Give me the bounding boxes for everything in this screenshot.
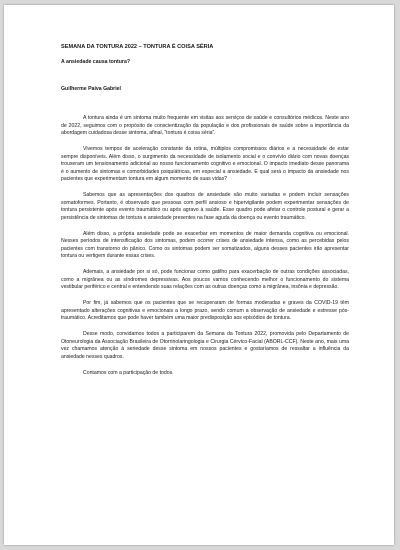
paragraph-6: Por fim, já sabemos que os pacientes que se recuperaram de formas moderadas e graves da COVID-19 têm apresentado alterações cognitivas e emocionais a longo prazo, sendo comum a observação de ansiedade e estresse pós-traumático. Acreditamos que pode haver também uma maior predisposição aos episódios de tontura. bbox=[61, 300, 349, 322]
document-body bbox=[61, 115, 349, 377]
paragraph-1: A tontura ainda é um sintoma muito frequente em visitas aos serviços de saúde e consultórios médicos. Neste ano de 2022, seguimos com o propósito de conscientização da população e dos profissionais de saúde sobre a importância da abordagem cuidadosa desse sintoma, afinal, “tontura é coisa séria”. bbox=[61, 115, 349, 137]
document-page bbox=[4, 5, 394, 545]
paragraph-3: Sabemos que as apresentações dos quadros de ansiedade são muito variadas e podem incluir sensações somatoformes. Portanto, é observado que pessoas com perfil ansioso e hipervigilante podem experimentar sensações de tontura persistente após evento traumático ou após agravo à saúde. Esse quadro pode afetar o controle postural e gerar a persistência de sintomas de tontura e ansiedade presentes na fase aguda da doença ou evento traumático. bbox=[61, 192, 349, 221]
paragraph-7: Desse modo, convidamos todos a participarem da Semana da Tontura 2022, promovida pelo Departamento de Otoneurologia da Associação Brasileira de Otorrinolaringologia e Cirurgia Cérvico-Facial (ABORL-CCF). Neste ano, mais uma vez chamamos atenção à seriedade desse sintoma em nossos pacientes e gostaríamos de ressaltar a influência da ansiedade nesses quadros. bbox=[61, 331, 349, 360]
document-subtitle: A ansiedade causa tontura? bbox=[61, 59, 130, 65]
author-name: Guilherme Paiva Gabriel bbox=[61, 86, 121, 92]
paragraph-2: Vivemos tempos de aceleração constante da rotina, múltiplos compromissos diários e a necessidade de estar sempre disponíveis. Além disso, o surgimento da necessidade de isolamento social e o convívio diário com novas doenças trouxeram um tensionamento adicional ao nosso funcionamento cognitivo e emocional. O impacto imediato desse panorama é o aumento de sintomas e comorbidades psiquiátricas, em especial a ansiedade. E qual será o impacto da ansiedade nos pacientes que experimentam tontura em algum momento de suas vidas? bbox=[61, 145, 349, 183]
document-title: SEMANA DA TONTURA 2022 – TONTURA É COISA SÉRIA bbox=[61, 44, 214, 50]
paragraph-8: Contamos com a participação de todos. bbox=[83, 369, 174, 376]
document-content bbox=[61, 44, 349, 386]
paragraph-5: Ademais, a ansiedade por si só, pode funcionar como gatilho para exacerbação de outras condições associadas, como a migrânea ou as síndromes depressivas. Aos poucos vamos conhecendo melhor o funcionamento do sistema vestibular periférico e central e entendendo suas relações com as outras doenças como a migrânea, insônia e depressão. bbox=[61, 269, 349, 291]
paragraph-4: Além disso, a própria ansiedade pode se exacerbar em momentos de maior demanda cognitiva ou emocional. Nesses períodos de intensificação dos sintomas, podem ocorrer crises de ansiedade intensa, como as percebidas pelos pacientes com transtorno do pânico. Como os sintomas podem ser somatizados, alguns desses pacientes irão apresentar tontura ou vertigem durante essas crises. bbox=[61, 230, 349, 260]
